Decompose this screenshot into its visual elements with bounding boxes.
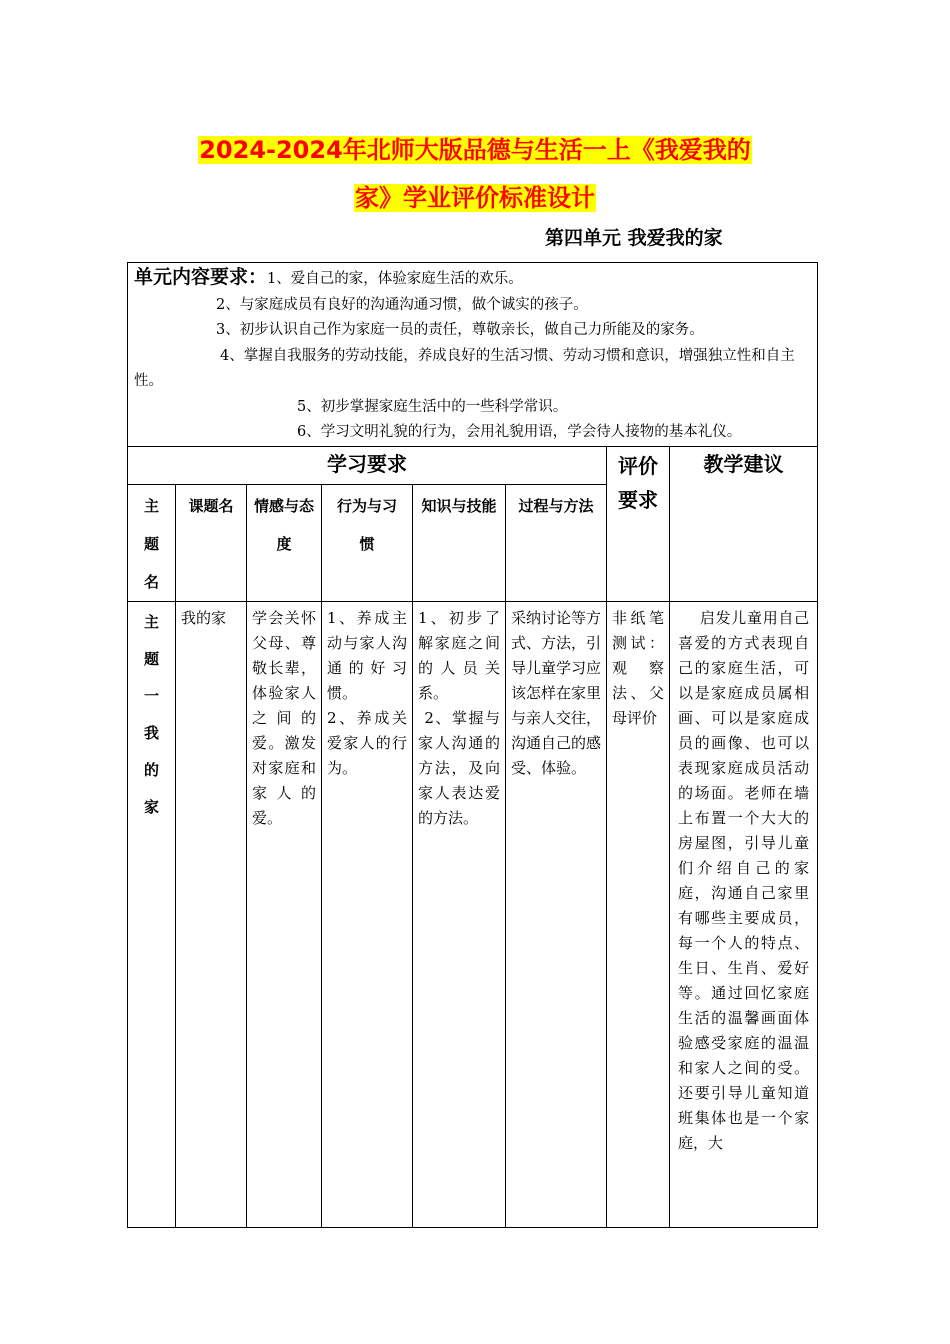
requirement-item: 2、与家庭成员有良好的沟通沟通习惯，做个诚实的孩子。 <box>216 296 588 313</box>
knowledge-header: 知识与技能 <box>413 484 506 601</box>
evaluation-requirements-header: 评价要求 <box>607 446 670 601</box>
unit-title: 第四单元 我爱我的家 <box>545 227 723 249</box>
unit-requirements-heading: 单元内容要求： <box>134 266 268 288</box>
unit-requirements-cell <box>128 263 818 447</box>
lesson-name-cell: 我的家 <box>176 601 247 1227</box>
requirement-item: 1、爱自己的家，体验家庭生活的欢乐。 <box>267 271 523 287</box>
requirement-item: 5、初步掌握家庭生活中的一些科学常识。 <box>297 398 568 415</box>
behavior-header: 行为与习惯 <box>322 484 413 601</box>
teaching-suggestion-header: 教学建议 <box>670 446 818 601</box>
process-method-cell: 采纳讨论等方式、方法，引导儿童学习应该怎样在家里与亲人交往，沟通自己的感受、体验。 <box>506 601 607 1227</box>
knowledge-skill-cell: 1、初步了解家庭之间的人员关系。 2、掌握与家人沟通的方法，及向家人表达爱的方法。 <box>413 601 506 1227</box>
lesson-header: 课题名 <box>176 484 247 601</box>
process-header: 过程与方法 <box>506 484 607 601</box>
evaluation-table <box>127 262 818 1228</box>
evaluation-cell: 非纸笔测试：观察法、父母评价 <box>607 601 670 1227</box>
theme-name-cell: 主题一我的家 <box>128 601 176 1227</box>
teaching-suggestion-cell: 启发儿童用自己喜爱的方式表现自己的家庭生活，可以是家庭成员属相画、可以是家庭成员的画像、也可以表现家庭成员活动的场面。老师在墙上布置一个大大的房屋图，引导儿童们介绍自己的家庭，沟通自己家里有哪些主要成员，每一个人的特点、生日、生肖、爱好等。通过回忆家庭生活的温馨画面体验感受家庭的温温和家人之间的受。还要引导儿童知道班集体也是一个家庭，大 <box>670 601 818 1227</box>
requirement-item: 4、掌握自我服务的劳动技能，养成良好的生活习惯、劳动习惯和意识，增强独立性和自主性。 <box>134 347 795 389</box>
requirement-item: 3、初步认识自己作为家庭一员的责任，尊敬亲长，做自己力所能及的家务。 <box>216 322 704 338</box>
document-title-line-1: 2024-2024年北师大版品德与生活一上《我爱我的 <box>199 136 751 164</box>
requirement-item: 6、学习文明礼貌的行为，会用礼貌用语，学会待人接物的基本礼仪。 <box>297 424 742 440</box>
document-title-line-2: 家》学业评价标准设计 <box>355 184 595 212</box>
learning-requirements-header: 学习要求 <box>128 446 607 484</box>
emotion-header: 情感与态度 <box>247 484 322 601</box>
behavior-habit-cell: 1、养成主动与家人沟通的好习惯。 2、养成关爱家人的行为。 <box>322 601 413 1227</box>
emotion-attitude-cell: 学会关怀父母、尊敬长辈，体验家人之间的爱。激发对家庭和家人的爱。 <box>247 601 322 1227</box>
theme-header: 主题名 <box>128 484 176 601</box>
